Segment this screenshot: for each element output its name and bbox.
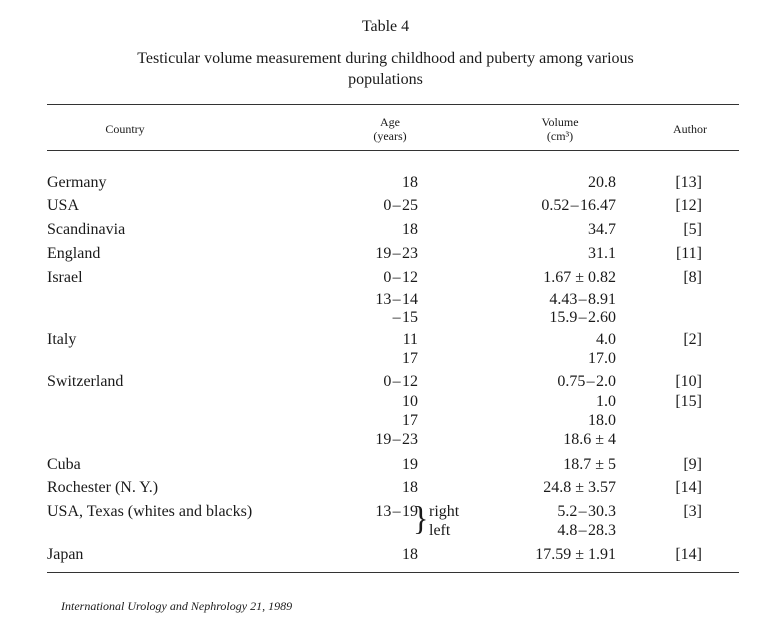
row-country: Switzerland [47, 373, 124, 390]
row-country: Scandinavia [47, 221, 126, 238]
row-author: [3] [683, 503, 702, 520]
row-author: [2] [683, 331, 702, 348]
header-volume [515, 115, 605, 143]
row-author: [11] [675, 245, 702, 262]
row-country: Cuba [47, 456, 81, 473]
row-author: [9] [683, 456, 702, 473]
row-country: England [47, 245, 101, 262]
row-age: 11 [402, 331, 418, 348]
row-volume: 4.8 – 28.3 [557, 522, 616, 539]
row-age: 17 [402, 350, 418, 367]
row-age: 18 [402, 479, 418, 496]
header-author: Author [673, 122, 707, 136]
row-volume: 20.8 [588, 174, 616, 191]
row-author: [13] [675, 174, 702, 191]
row-age: 19 – 23 [375, 245, 418, 262]
row-age: 13 – 14 [375, 291, 418, 308]
header-age-label: Age [380, 115, 400, 129]
row-country: Italy [47, 331, 77, 348]
row-age: 19 – 23 [375, 431, 418, 448]
table-label: Table 4 [361, 18, 410, 35]
header-volume-unit: (cm³) [546, 129, 574, 143]
row-age: 18 [402, 221, 418, 238]
row-author: [8] [683, 269, 702, 286]
row-author: [15] [675, 393, 702, 410]
row-author: [10] [675, 373, 702, 390]
brace-icon: } [413, 499, 429, 537]
row-side-label: left [429, 522, 451, 539]
row-age: 0 – 12 [383, 269, 418, 286]
row-country: Rochester (N. Y.) [47, 479, 159, 496]
header-age-unit: (years) [373, 129, 407, 143]
row-author: [14] [675, 479, 702, 496]
row-volume: 0.52 – 16.47 [541, 197, 616, 214]
row-author: [14] [675, 546, 702, 563]
row-age: 19 [402, 456, 418, 473]
table-caption-line1: Testicular volume measurement during childhood and puberty among various [137, 50, 634, 67]
row-age: 18 [402, 546, 418, 563]
row-country: Germany [47, 174, 107, 191]
row-volume: 4.0 [596, 331, 616, 348]
row-country: USA [47, 197, 80, 214]
row-age: 13 – 19 [375, 503, 418, 520]
top-rule [47, 104, 739, 105]
row-country: USA, Texas (whites and blacks) [47, 503, 253, 520]
row-age: 0 – 12 [383, 373, 418, 390]
journal-footer: International Urology and Nephrology 21, 1989 [61, 599, 293, 613]
row-volume: 31.1 [588, 245, 616, 262]
row-age: 10 [402, 393, 418, 410]
row-volume: 1.0 [596, 393, 616, 410]
row-volume: 18.0 [588, 412, 616, 429]
header-age [350, 115, 430, 143]
row-volume: 4.43 – 8.91 [549, 291, 616, 308]
row-volume: 1.67 ± 0.82 [543, 269, 616, 286]
row-volume: 18.6 ± 4 [563, 431, 616, 448]
row-age: 17 [402, 412, 418, 429]
row-volume: 5.2 – 30.3 [557, 503, 616, 520]
row-volume: 34.7 [588, 221, 616, 238]
row-volume: 17.0 [588, 350, 616, 367]
row-country: Israel [47, 269, 83, 286]
table-caption-line2: populations [348, 71, 423, 88]
row-volume: 15.9 – 2.60 [549, 309, 616, 326]
row-side-label: right [429, 503, 460, 520]
header-rule [47, 150, 739, 151]
row-volume: 17.59 ± 1.91 [535, 546, 616, 563]
row-volume: 24.8 ± 3.57 [543, 479, 616, 496]
row-age: 0 – 25 [383, 197, 418, 214]
row-volume: 18.7 ± 5 [563, 456, 616, 473]
row-author: [12] [675, 197, 702, 214]
row-volume: 0.75 – 2.0 [557, 373, 616, 390]
row-age: 18 [402, 174, 418, 191]
header-volume-label: Volume [541, 115, 579, 129]
row-author: [5] [683, 221, 702, 238]
row-country: Japan [47, 546, 84, 563]
header-country: Country [105, 122, 145, 136]
bottom-rule [47, 572, 739, 573]
row-age: – 15 [392, 309, 418, 326]
